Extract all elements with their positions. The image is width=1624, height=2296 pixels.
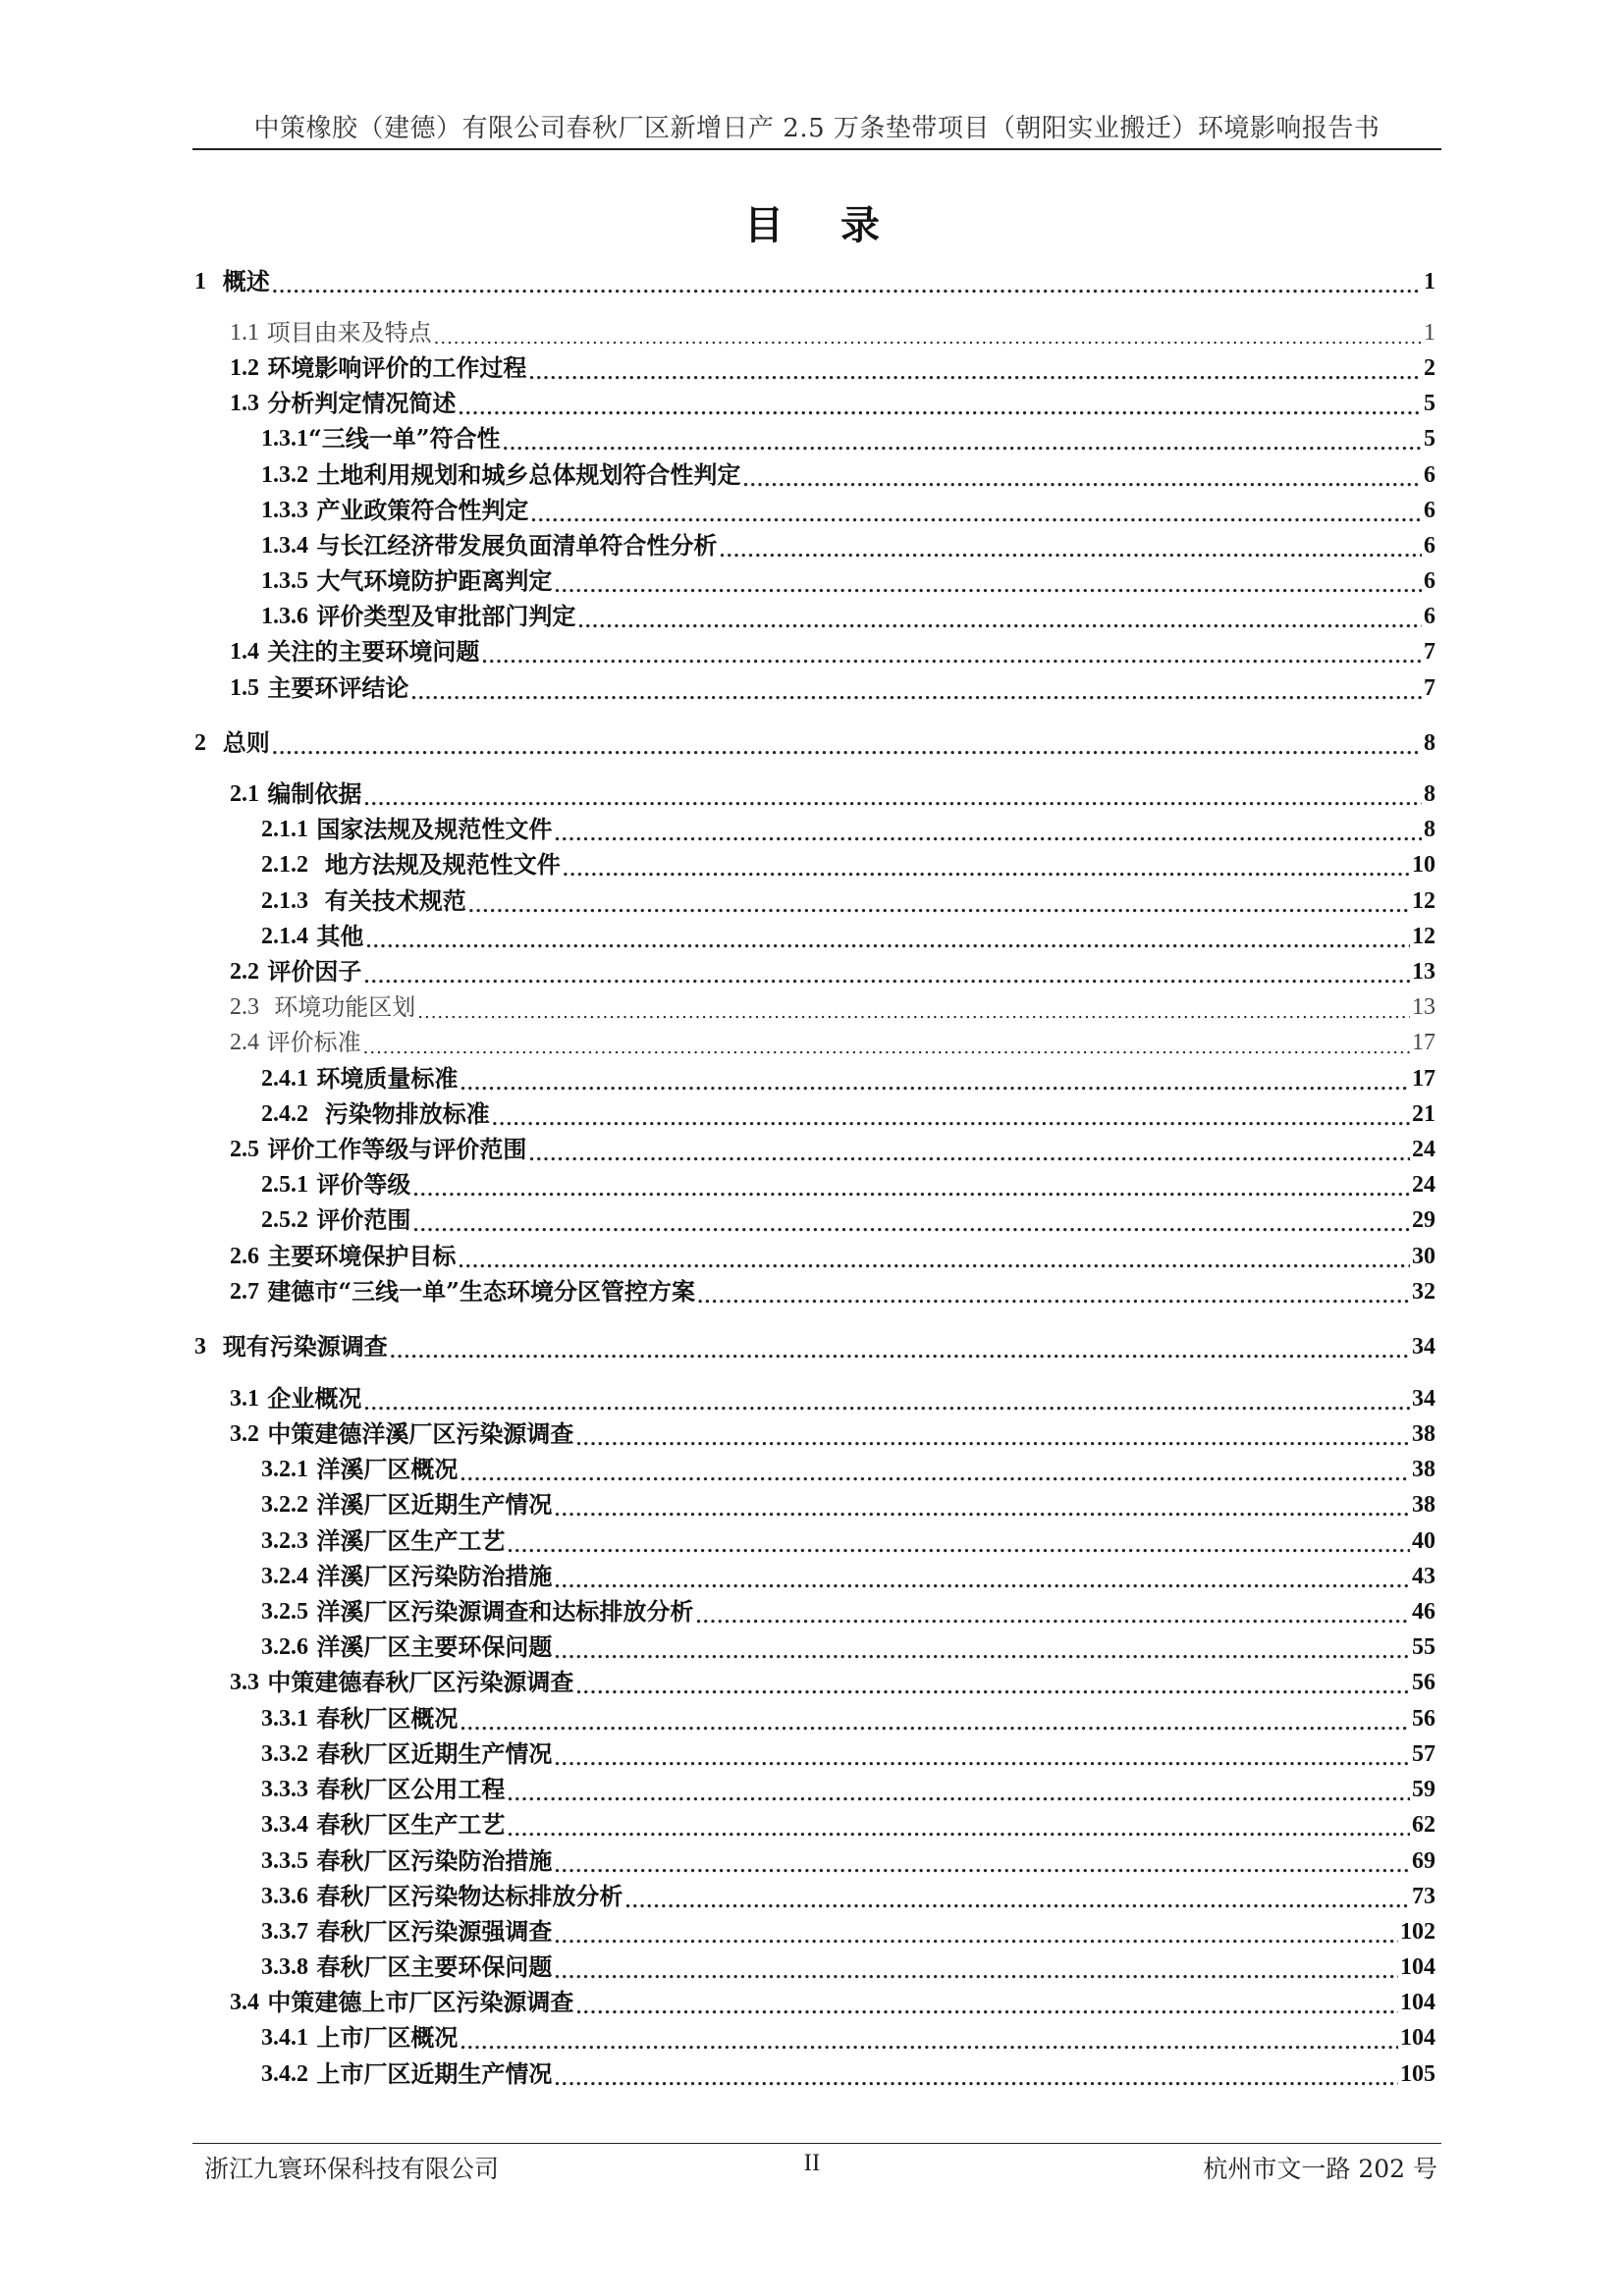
toc-entry[interactable]	[194, 726, 1435, 760]
toc-entry-number: 3.3.5	[261, 1848, 308, 1874]
header-divider	[192, 148, 1441, 150]
toc-entry-number: 1.3.4	[261, 533, 308, 559]
toc-entry[interactable]	[230, 316, 1435, 349]
toc-dot-leader	[434, 316, 1422, 349]
toc-entry-label: 分析判定情况简述	[259, 389, 457, 417]
toc-entry-number: 3.2.3	[261, 1528, 308, 1554]
toc-entry-number: 3.3.8	[261, 1954, 308, 1980]
footer-page-number: II	[803, 2150, 821, 2176]
toc-dot-leader	[272, 726, 1422, 760]
toc-entry-label: 中策建德洋溪厂区污染源调查	[259, 1419, 574, 1448]
toc-entry-page: 57	[1412, 1741, 1435, 1767]
toc-entry-number: 3.2.2	[261, 1492, 308, 1518]
toc-entry-number: 3.2.5	[261, 1599, 308, 1625]
toc-entry-page: 34	[1412, 1386, 1435, 1412]
toc-entry[interactable]	[230, 1275, 1435, 1308]
toc-dot-leader	[554, 1630, 1410, 1664]
toc-entry-number: 2.4.2	[261, 1101, 308, 1127]
toc-entry[interactable]	[261, 2021, 1435, 2055]
toc-entry[interactable]	[230, 1417, 1435, 1451]
toc-entry-label: 编制依据	[259, 779, 362, 808]
toc-entry-page: 104	[1400, 1954, 1435, 1980]
toc-entry[interactable]	[261, 1702, 1435, 1735]
toc-entry-label: 总则	[206, 728, 270, 757]
toc-entry[interactable]	[261, 1203, 1435, 1237]
toc-entry[interactable]	[261, 1737, 1435, 1771]
toc-dot-leader	[575, 1417, 1410, 1451]
toc-dot-leader	[417, 990, 1410, 1024]
toc-dot-leader	[458, 1240, 1410, 1273]
toc-entry[interactable]	[230, 351, 1435, 385]
toc-dot-leader	[272, 265, 1422, 298]
toc-entry-label: 关注的主要环境问题	[259, 637, 480, 666]
toc-dot-leader	[507, 1524, 1410, 1558]
toc-dot-leader	[507, 1808, 1410, 1842]
toc-entry-number: 1	[194, 269, 206, 294]
toc-entry-label: 洋溪厂区主要环保问题	[308, 1632, 553, 1661]
toc-entry-label: 中策建德上市厂区污染源调查	[259, 1988, 574, 2016]
toc-entry-label: 土地利用规划和城乡总体规划符合性判定	[308, 460, 741, 489]
toc-dot-leader	[695, 1595, 1410, 1629]
toc-entry-number: 2.1.1	[261, 817, 308, 842]
toc-entry[interactable]	[230, 955, 1435, 988]
toc-entry-label: 上市厂区近期生产情况	[308, 2059, 553, 2088]
toc-dot-leader	[554, 1737, 1410, 1771]
toc-entry-number: 1.4	[230, 639, 259, 665]
footer-company: 浙江九寰环保科技有限公司	[204, 2155, 500, 2183]
toc-entry[interactable]	[230, 1133, 1435, 1166]
toc-entry-page: 12	[1412, 924, 1435, 949]
toc-entry-label: 春秋厂区概况	[308, 1704, 459, 1733]
toc-entry-page: 8	[1424, 730, 1435, 756]
toc-dot-leader	[528, 1133, 1410, 1166]
toc-dot-leader	[460, 1062, 1410, 1095]
toc-entry[interactable]	[261, 1560, 1435, 1593]
toc-entry-label: 洋溪厂区近期生产情况	[308, 1490, 553, 1519]
footer-divider	[192, 2143, 1441, 2144]
toc-entry-label: 项目由来及特点	[259, 319, 432, 347]
toc-entry-number: 2.2	[230, 959, 259, 985]
toc-entry-label: 环境质量标准	[308, 1064, 459, 1093]
toc-entry[interactable]	[194, 265, 1435, 298]
toc-entry-page: 59	[1412, 1777, 1435, 1802]
toc-entry-number: 3.3.3	[261, 1777, 308, 1802]
toc-entry[interactable]	[194, 1330, 1435, 1363]
toc-entry-label: 洋溪厂区污染防治措施	[308, 1562, 553, 1590]
toc-entry[interactable]	[261, 494, 1435, 527]
toc-entry-label: 产业政策符合性判定	[308, 496, 529, 524]
toc-entry[interactable]	[230, 990, 1435, 1024]
toc-entry-label: 其他	[308, 922, 364, 950]
toc-entry-label: 大气环境防护距离判定	[308, 566, 553, 595]
toc-entry[interactable]	[230, 671, 1435, 705]
toc-entry-page: 38	[1412, 1457, 1435, 1482]
running-header: 中策橡胶（建德）有限公司春秋厂区新增日产 2.5 万条垫带项目（朝阳实业搬迁）环境影响报告书	[253, 114, 1380, 143]
toc-entry-label: 现有污染源调查	[206, 1332, 388, 1361]
toc-entry-page: 62	[1412, 1812, 1435, 1838]
toc-entry[interactable]	[230, 1666, 1435, 1699]
toc-entry[interactable]	[261, 564, 1435, 598]
toc-entry[interactable]	[230, 1026, 1435, 1059]
toc-entry[interactable]	[261, 1630, 1435, 1664]
toc-entry[interactable]	[261, 1808, 1435, 1842]
toc-entry[interactable]	[230, 1382, 1435, 1415]
toc-entry-number: 1.3.3	[261, 498, 308, 523]
toc-entry-number: 2.1.3	[261, 888, 308, 914]
toc-entry-label: 环境功能区划	[259, 993, 416, 1021]
toc-entry-page: 6	[1424, 533, 1435, 559]
toc-entry[interactable]	[261, 529, 1435, 562]
toc-dot-leader	[697, 1275, 1410, 1308]
toc-entry-label: 评价类型及审批部门判定	[308, 602, 576, 630]
toc-entry-number: 2.5.1	[261, 1172, 308, 1198]
toc-dot-leader	[528, 351, 1422, 385]
toc-entry[interactable]	[261, 1062, 1435, 1095]
footer-address: 杭州市文一路 202 号	[1203, 2155, 1437, 2183]
toc-entry-page: 104	[1400, 1990, 1435, 2015]
toc-entry[interactable]	[261, 848, 1435, 881]
toc-entry-label: 概述	[206, 267, 270, 295]
toc-entry[interactable]	[261, 1097, 1435, 1131]
toc-entry[interactable]	[230, 1240, 1435, 1273]
toc-entry-number: 2.4.1	[261, 1066, 308, 1092]
toc-entry-label: 评价等级	[308, 1170, 411, 1199]
toc-entry-number: 2.1.4	[261, 924, 308, 949]
toc-entry-number: 2.4	[230, 1030, 259, 1055]
toc-entry[interactable]	[261, 1773, 1435, 1806]
toc-entry-number: 3.4.1	[261, 2025, 308, 2051]
toc-entry-number: 2.1.2	[261, 852, 308, 878]
toc-entry-label: 洋溪厂区概况	[308, 1455, 459, 1483]
toc-entry-number: 1.3.5	[261, 568, 308, 594]
toc-dot-leader	[363, 777, 1422, 811]
toc-entry-page: 1	[1424, 269, 1435, 294]
toc-entry-page: 102	[1400, 1919, 1435, 1945]
toc-entry-label: “三线一单”符合性	[308, 424, 501, 453]
toc-entry-number: 2.5.2	[261, 1207, 308, 1233]
toc-entry-page: 105	[1400, 2061, 1435, 2087]
toc-entry-label: 春秋厂区污染源强调查	[308, 1917, 553, 1946]
toc-entry-number: 2.6	[230, 1244, 259, 1269]
toc-entry-page: 69	[1412, 1848, 1435, 1874]
toc-dot-leader	[363, 1382, 1410, 1415]
toc-entry-number: 3.2.6	[261, 1634, 308, 1660]
toc-dot-leader	[577, 600, 1422, 633]
toc-dot-leader	[719, 529, 1422, 562]
toc-entry-label: 洋溪厂区生产工艺	[308, 1526, 506, 1555]
toc-dot-leader	[563, 848, 1410, 881]
toc-entry-page: 8	[1424, 817, 1435, 842]
toc-entry-page: 38	[1412, 1492, 1435, 1518]
toc-entry[interactable]	[261, 1453, 1435, 1486]
toc-entry-page: 21	[1412, 1101, 1435, 1127]
toc-entry-number: 3.4.2	[261, 2061, 308, 2087]
toc-entry-number: 3.3.2	[261, 1741, 308, 1767]
toc-entry[interactable]	[261, 1595, 1435, 1629]
toc-dot-leader	[460, 2021, 1398, 2055]
toc-entry-page: 17	[1412, 1066, 1435, 1092]
toc-entry-label: 环境影响评价的工作过程	[259, 353, 527, 382]
toc-dot-leader	[412, 1203, 1410, 1237]
toc-entry-page: 12	[1412, 888, 1435, 914]
toc-entry-page: 34	[1412, 1334, 1435, 1360]
toc-dot-leader	[412, 1168, 1410, 1201]
toc-entry[interactable]	[230, 387, 1435, 420]
toc-entry-number: 1.3.1	[261, 426, 308, 452]
toc-entry-number: 3.1	[230, 1386, 259, 1412]
toc-entry-label: 评价标准	[259, 1029, 361, 1056]
toc-entry-number: 3.2.1	[261, 1457, 308, 1482]
toc-dot-leader	[390, 1330, 1410, 1363]
toc-entry-number: 2.7	[230, 1279, 259, 1305]
toc-dot-leader	[363, 1026, 1410, 1059]
toc-entry[interactable]	[230, 635, 1435, 668]
toc-entry-page: 17	[1412, 1030, 1435, 1055]
toc-entry-page: 5	[1424, 426, 1435, 452]
toc-entry-page: 29	[1412, 1207, 1435, 1233]
toc-entry-page: 1	[1424, 320, 1435, 346]
toc-dot-leader	[503, 422, 1422, 455]
toc-entry-number: 3.3.7	[261, 1919, 308, 1945]
toc-entry-label: 春秋厂区主要环保问题	[308, 1952, 553, 1981]
toc-entry-page: 7	[1424, 639, 1435, 665]
toc-entry-label: 企业概况	[259, 1384, 362, 1413]
toc-entry-number: 1.3	[230, 391, 259, 416]
toc-entry-label: 主要环境保护目标	[259, 1242, 457, 1270]
toc-dot-leader	[554, 2057, 1398, 2091]
toc-entry[interactable]	[261, 458, 1435, 492]
toc-dot-leader	[468, 884, 1410, 918]
toc-entry[interactable]	[261, 600, 1435, 633]
toc-dot-leader	[460, 1453, 1410, 1486]
toc-entry-page: 40	[1412, 1528, 1435, 1554]
toc-entry-label: 春秋厂区公用工程	[308, 1775, 506, 1803]
toc-entry-number: 1.3.6	[261, 604, 308, 629]
toc-entry-page: 55	[1412, 1634, 1435, 1660]
toc-entry-label: 中策建德春秋厂区污染源调查	[259, 1668, 574, 1696]
toc-entry[interactable]	[261, 1950, 1435, 1984]
toc-entry[interactable]	[261, 1844, 1435, 1878]
toc-entry-page: 6	[1424, 498, 1435, 523]
toc-entry-number: 3.3	[230, 1670, 259, 1695]
toc-dot-leader	[460, 1702, 1410, 1735]
toc-entry[interactable]	[261, 1880, 1435, 1913]
toc-entry-label: 与长江经济带发展负面清单符合性分析	[308, 531, 718, 560]
toc-entry-page: 46	[1412, 1599, 1435, 1625]
toc-dot-leader	[554, 1915, 1398, 1949]
toc-entry-label: 污染物排放标准	[308, 1099, 490, 1128]
toc-entry-label: 春秋厂区近期生产情况	[308, 1739, 553, 1768]
toc-dot-leader	[365, 920, 1410, 953]
toc-entry-page: 56	[1412, 1706, 1435, 1732]
toc-entry[interactable]	[261, 813, 1435, 846]
toc-entry[interactable]	[261, 1524, 1435, 1558]
toc-dot-leader	[492, 1097, 1410, 1131]
toc-dot-leader	[481, 635, 1422, 668]
toc-entry-page: 2	[1424, 355, 1435, 381]
toc-dot-leader	[575, 1986, 1398, 2019]
toc-entry-number: 2.3	[230, 994, 259, 1020]
toc-entry-page: 6	[1424, 568, 1435, 594]
toc-dot-leader	[554, 1560, 1410, 1593]
toc-entry-label: 国家法规及规范性文件	[308, 815, 553, 843]
toc-dot-leader	[742, 458, 1422, 492]
toc-entry-number: 1.3.2	[261, 462, 308, 488]
toc-entry-number: 3.2.4	[261, 1564, 308, 1589]
toc-entry-page: 13	[1412, 959, 1435, 985]
toc-entry-label: 春秋厂区生产工艺	[308, 1810, 506, 1839]
toc-entry-number: 1.1	[230, 320, 259, 346]
toc-entry-label: 春秋厂区污染防治措施	[308, 1846, 553, 1875]
toc-entry-number: 2	[194, 730, 206, 756]
toc-entry-page: 24	[1412, 1137, 1435, 1162]
toc-entry-number: 1.5	[230, 675, 259, 701]
toc-dot-leader	[554, 1844, 1410, 1878]
toc-entry[interactable]	[230, 1986, 1435, 2019]
toc-entry-number: 2.1	[230, 781, 259, 807]
toc-entry-page: 32	[1412, 1279, 1435, 1305]
toc-entry-page: 13	[1412, 994, 1435, 1020]
toc-dot-leader	[575, 1666, 1410, 1699]
toc-entry[interactable]	[261, 1915, 1435, 1949]
toc-entry-label: 评价因子	[259, 957, 362, 986]
toc-entry-label: 春秋厂区污染物达标排放分析	[308, 1882, 623, 1910]
toc-dot-leader	[554, 564, 1422, 598]
toc-entry-label: 建德市“三线一单”生态环境分区管控方案	[259, 1277, 695, 1306]
toc-dot-leader	[554, 1950, 1398, 1984]
toc-dot-leader	[363, 955, 1410, 988]
toc-entry[interactable]	[261, 920, 1435, 953]
toc-entry-page: 24	[1412, 1172, 1435, 1198]
toc-dot-leader	[530, 494, 1422, 527]
toc-entry-label: 评价范围	[308, 1205, 411, 1234]
toc-entry-page: 30	[1412, 1244, 1435, 1269]
toc-entry-number: 3.3.4	[261, 1812, 308, 1838]
toc-entry-page: 5	[1424, 391, 1435, 416]
toc-entry-page: 6	[1424, 462, 1435, 488]
toc-entry-number: 3	[194, 1334, 206, 1360]
toc-entry-page: 6	[1424, 604, 1435, 629]
toc-entry[interactable]	[261, 1168, 1435, 1201]
toc-entry-page: 10	[1412, 852, 1435, 878]
toc-entry-number: 1.2	[230, 355, 259, 381]
toc-entry-label: 地方法规及规范性文件	[308, 850, 561, 879]
toc-entry-number: 3.3.1	[261, 1706, 308, 1732]
toc-entry-number: 3.2	[230, 1421, 259, 1447]
toc-entry[interactable]	[261, 2057, 1435, 2091]
toc-dot-leader	[624, 1880, 1410, 1913]
toc-dot-leader	[554, 813, 1422, 846]
toc-entry-label: 上市厂区概况	[308, 2023, 459, 2052]
toc-entry[interactable]	[261, 884, 1435, 918]
toc-entry-label: 有关技术规范	[308, 886, 466, 915]
toc-dot-leader	[554, 1488, 1410, 1522]
toc-dot-leader	[410, 671, 1422, 705]
toc-entry-number: 3.3.6	[261, 1884, 308, 1909]
toc-entry[interactable]	[261, 422, 1435, 455]
toc-entry-page: 104	[1400, 2025, 1435, 2051]
toc-entry-page: 8	[1424, 781, 1435, 807]
toc-entry-page: 56	[1412, 1670, 1435, 1695]
page-title: 目 录	[744, 202, 901, 248]
toc-entry-page: 73	[1412, 1884, 1435, 1909]
toc-entry-number: 2.5	[230, 1137, 259, 1162]
toc-entry-page: 43	[1412, 1564, 1435, 1589]
toc-entry-page: 38	[1412, 1421, 1435, 1447]
toc-dot-leader	[458, 387, 1422, 420]
toc-entry-label: 主要环评结论	[259, 673, 409, 702]
toc-dot-leader	[507, 1773, 1410, 1806]
toc-entry-label: 洋溪厂区污染源调查和达标排放分析	[308, 1597, 694, 1626]
toc-entry[interactable]	[230, 777, 1435, 811]
toc-entry-label: 评价工作等级与评价范围	[259, 1135, 527, 1163]
toc-entry[interactable]	[261, 1488, 1435, 1522]
toc-entry-number: 3.4	[230, 1990, 259, 2015]
toc-entry-page: 7	[1424, 675, 1435, 701]
